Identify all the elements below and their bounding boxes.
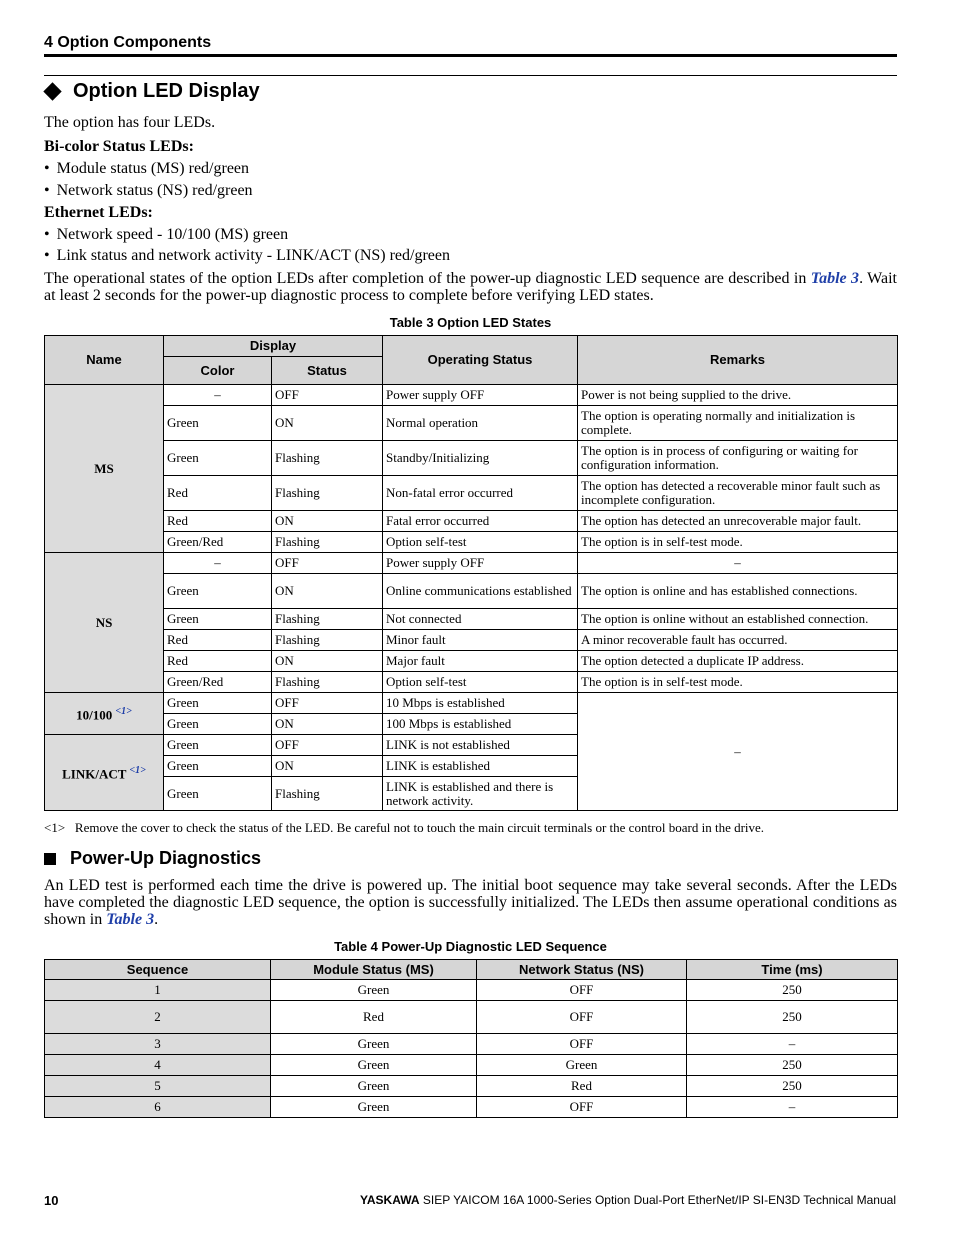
ethernet-title: Ethernet LEDs: (44, 204, 153, 221)
cell-operating: LINK is established and there is network activity. (383, 777, 578, 811)
cell-operating: Option self-test (383, 672, 578, 693)
table-row (45, 476, 898, 511)
cell-remark: Power is not being supplied to the drive. (578, 385, 898, 406)
cell-operating: 10 Mbps is established (383, 693, 578, 714)
cell-sequence: 5 (45, 1076, 271, 1097)
header-sequence: Sequence (45, 960, 271, 980)
cell-ms: Green (271, 1034, 477, 1055)
table-footnote (44, 820, 764, 836)
section-heading (42, 80, 260, 103)
cell-operating: Power supply OFF (383, 553, 578, 574)
table-row (45, 532, 898, 553)
table-row (45, 693, 898, 714)
cell-remark: The option has detected an unrecoverable major fault. (578, 511, 898, 532)
header-status: Status (272, 357, 383, 385)
square-icon (44, 853, 56, 865)
cell-status: ON (272, 574, 383, 609)
cell-status: Flashing (272, 630, 383, 651)
cell-status: ON (272, 651, 383, 672)
cell-operating: Minor fault (383, 630, 578, 651)
table-row (45, 609, 898, 630)
table3-caption: Table 3 Option LED States (389, 315, 552, 330)
diagnostic-sequence-table (44, 959, 898, 1118)
cell-status: Flashing (272, 777, 383, 811)
page-number: 10 (44, 1193, 59, 1208)
cell-remark: The option has detected a recoverable minor fault such as incomplete configuration. (578, 476, 898, 511)
table-row (45, 553, 898, 574)
cell-status: OFF (272, 735, 383, 756)
cell-color: Red (164, 511, 272, 532)
cell-color: Green (164, 406, 272, 441)
cell-color: Green (164, 777, 272, 811)
cell-operating: 100 Mbps is established (383, 714, 578, 735)
header-color: Color (164, 357, 272, 385)
header-display: Display (164, 336, 383, 357)
cell-operating: Option self-test (383, 532, 578, 553)
intro-text: The option has four LEDs. (44, 114, 216, 131)
heading-text: Option LED Display (73, 80, 260, 102)
cell-operating: Power supply OFF (383, 385, 578, 406)
footnote-marker: <1> (44, 820, 66, 835)
row-name: MS (45, 385, 164, 553)
list-item: • Network status (NS) red/green (44, 182, 253, 199)
table-row (45, 630, 898, 651)
cell-remark: A minor recoverable fault has occurred. (578, 630, 898, 651)
header-time: Time (ms) (687, 960, 898, 980)
footnote-text: Remove the cover to check the status of the LED. Be careful not to touch the main circuit terminals or the control board in the drive. (74, 820, 765, 835)
table-row (45, 406, 898, 441)
cell-operating: LINK is established (383, 756, 578, 777)
table-row (45, 980, 898, 1001)
cell-remark: – (578, 553, 898, 574)
footnote-ref[interactable]: <1> (129, 764, 146, 776)
cell-remark: The option is online without an established connection. (578, 609, 898, 630)
cell-remark: The option is in process of configuring or waiting for configuration information. (578, 441, 898, 476)
cell-time: 250 (687, 1055, 898, 1076)
cell-ns: OFF (477, 1001, 687, 1034)
bicolor-title: Bi-color Status LEDs: (44, 138, 194, 155)
cell-color: Red (164, 630, 272, 651)
cell-color: Green (164, 609, 272, 630)
table-row (45, 1097, 898, 1118)
table-row (45, 385, 898, 406)
diamond-icon (43, 82, 61, 100)
header-remarks: Remarks (578, 336, 898, 385)
cell-status: Flashing (272, 672, 383, 693)
cell-sequence: 1 (45, 980, 271, 1001)
header-ns: Network Status (NS) (477, 960, 687, 980)
cell-remark: The option detected a duplicate IP address. (578, 651, 898, 672)
cell-operating: Online communications established (383, 574, 578, 609)
cell-status: Flashing (272, 609, 383, 630)
cell-color: Green/Red (164, 532, 272, 553)
cell-status: ON (272, 511, 383, 532)
cell-status: OFF (272, 553, 383, 574)
table3-link[interactable]: Table 3 (106, 911, 155, 928)
table-row (45, 651, 898, 672)
cell-operating: Fatal error occurred (383, 511, 578, 532)
footer-manual-title: SIEP YAICOM 16A 1000-Series Option Dual-Port EtherNet/IP SI-EN3D Technical Manual (419, 1193, 896, 1207)
footer-brand: YASKAWA (359, 1193, 420, 1207)
cell-ns: OFF (477, 1034, 687, 1055)
cell-remark: The option is operating normally and initialization is complete. (578, 406, 898, 441)
paragraph-diagnostics: An LED test is performed each time the drive is powered up. The initial boot sequence may take several seconds. After the LEDs have completed the diagnostic LED sequence, the option is successfully initialized. The LEDs then assume operational conditions as shown in Table 3. (44, 877, 897, 928)
led-states-table (44, 335, 898, 811)
cell-operating: Non-fatal error occurred (383, 476, 578, 511)
cell-time: 250 (687, 1076, 898, 1097)
table-row (45, 1001, 898, 1034)
cell-status: Flashing (272, 476, 383, 511)
cell-remark: The option is in self-test mode. (578, 532, 898, 553)
table-row (45, 574, 898, 609)
table-row (45, 672, 898, 693)
cell-color: Green (164, 574, 272, 609)
cell-color: Green (164, 756, 272, 777)
cell-color: Red (164, 476, 272, 511)
cell-ns: Red (477, 1076, 687, 1097)
list-item: • Module status (MS) red/green (44, 160, 250, 177)
cell-color: – (164, 385, 272, 406)
cell-ms: Green (271, 980, 477, 1001)
cell-time: – (687, 1034, 898, 1055)
cell-color: Green (164, 735, 272, 756)
cell-color: Green (164, 693, 272, 714)
footer-title (360, 1193, 896, 1207)
header-ms: Module Status (MS) (271, 960, 477, 980)
cell-ns: OFF (477, 1097, 687, 1118)
cell-operating: Not connected (383, 609, 578, 630)
cell-status: Flashing (272, 441, 383, 476)
row-name: 10/100 $^{<1>}$ (45, 693, 164, 735)
cell-remark: The option is online and has established connections. (578, 574, 898, 609)
cell-sequence: 6 (45, 1097, 271, 1118)
paragraph-led-states: The operational states of the option LEDs after completion of the power-up diagnostic LED sequence are described in Table 3. Wait at least 2 seconds for the power-up diagnostic process to complete before verifying LED states. (44, 270, 897, 304)
table-row (45, 1076, 898, 1097)
row-name: NS (45, 553, 164, 693)
cell-status: OFF (272, 385, 383, 406)
cell-operating: Normal operation (383, 406, 578, 441)
heading-rule (44, 75, 897, 76)
table-row (45, 1055, 898, 1076)
cell-time: 250 (687, 980, 898, 1001)
cell-status: OFF (272, 693, 383, 714)
table-row (45, 511, 898, 532)
row-name: LINK/ACT $^{<1>}$ (45, 735, 164, 811)
section-header: 4 Option Components (44, 34, 212, 51)
footnote-ref[interactable]: <1> (115, 705, 132, 717)
cell-ms: Red (271, 1001, 477, 1034)
cell-operating: Major fault (383, 651, 578, 672)
list-item: • Network speed - 10/100 (MS) green (44, 226, 289, 243)
cell-time: 250 (687, 1001, 898, 1034)
cell-status: ON (272, 406, 383, 441)
cell-remark: The option is in self-test mode. (578, 672, 898, 693)
cell-sequence: 4 (45, 1055, 271, 1076)
cell-time: – (687, 1097, 898, 1118)
cell-ms: Green (271, 1076, 477, 1097)
table3-link[interactable]: Table 3 (810, 270, 860, 287)
cell-sequence: 2 (45, 1001, 271, 1034)
header-operating: Operating Status (383, 336, 578, 385)
cell-operating: LINK is not established (383, 735, 578, 756)
cell-ms: Green (271, 1055, 477, 1076)
subsection-heading (44, 848, 261, 869)
cell-color: – (164, 553, 272, 574)
cell-color: Green (164, 714, 272, 735)
header-name: Name (45, 336, 164, 385)
cell-status: ON (272, 756, 383, 777)
cell-ns: Green (477, 1055, 687, 1076)
cell-color: Green (164, 441, 272, 476)
cell-ms: Green (271, 1097, 477, 1118)
cell-ns: OFF (477, 980, 687, 1001)
cell-operating: Standby/Initializing (383, 441, 578, 476)
header-rule (44, 54, 897, 57)
cell-color: Green/Red (164, 672, 272, 693)
subheading-text: Power-Up Diagnostics (70, 848, 262, 868)
cell-remark: – (578, 693, 898, 811)
cell-sequence: 3 (45, 1034, 271, 1055)
table-row (45, 441, 898, 476)
table4-caption: Table 4 Power-Up Diagnostic LED Sequence (334, 939, 607, 954)
list-item: • Link status and network activity - LINK/ACT (NS) red/green (44, 247, 450, 264)
cell-status: Flashing (272, 532, 383, 553)
table-row (45, 1034, 898, 1055)
cell-color: Red (164, 651, 272, 672)
cell-status: ON (272, 714, 383, 735)
